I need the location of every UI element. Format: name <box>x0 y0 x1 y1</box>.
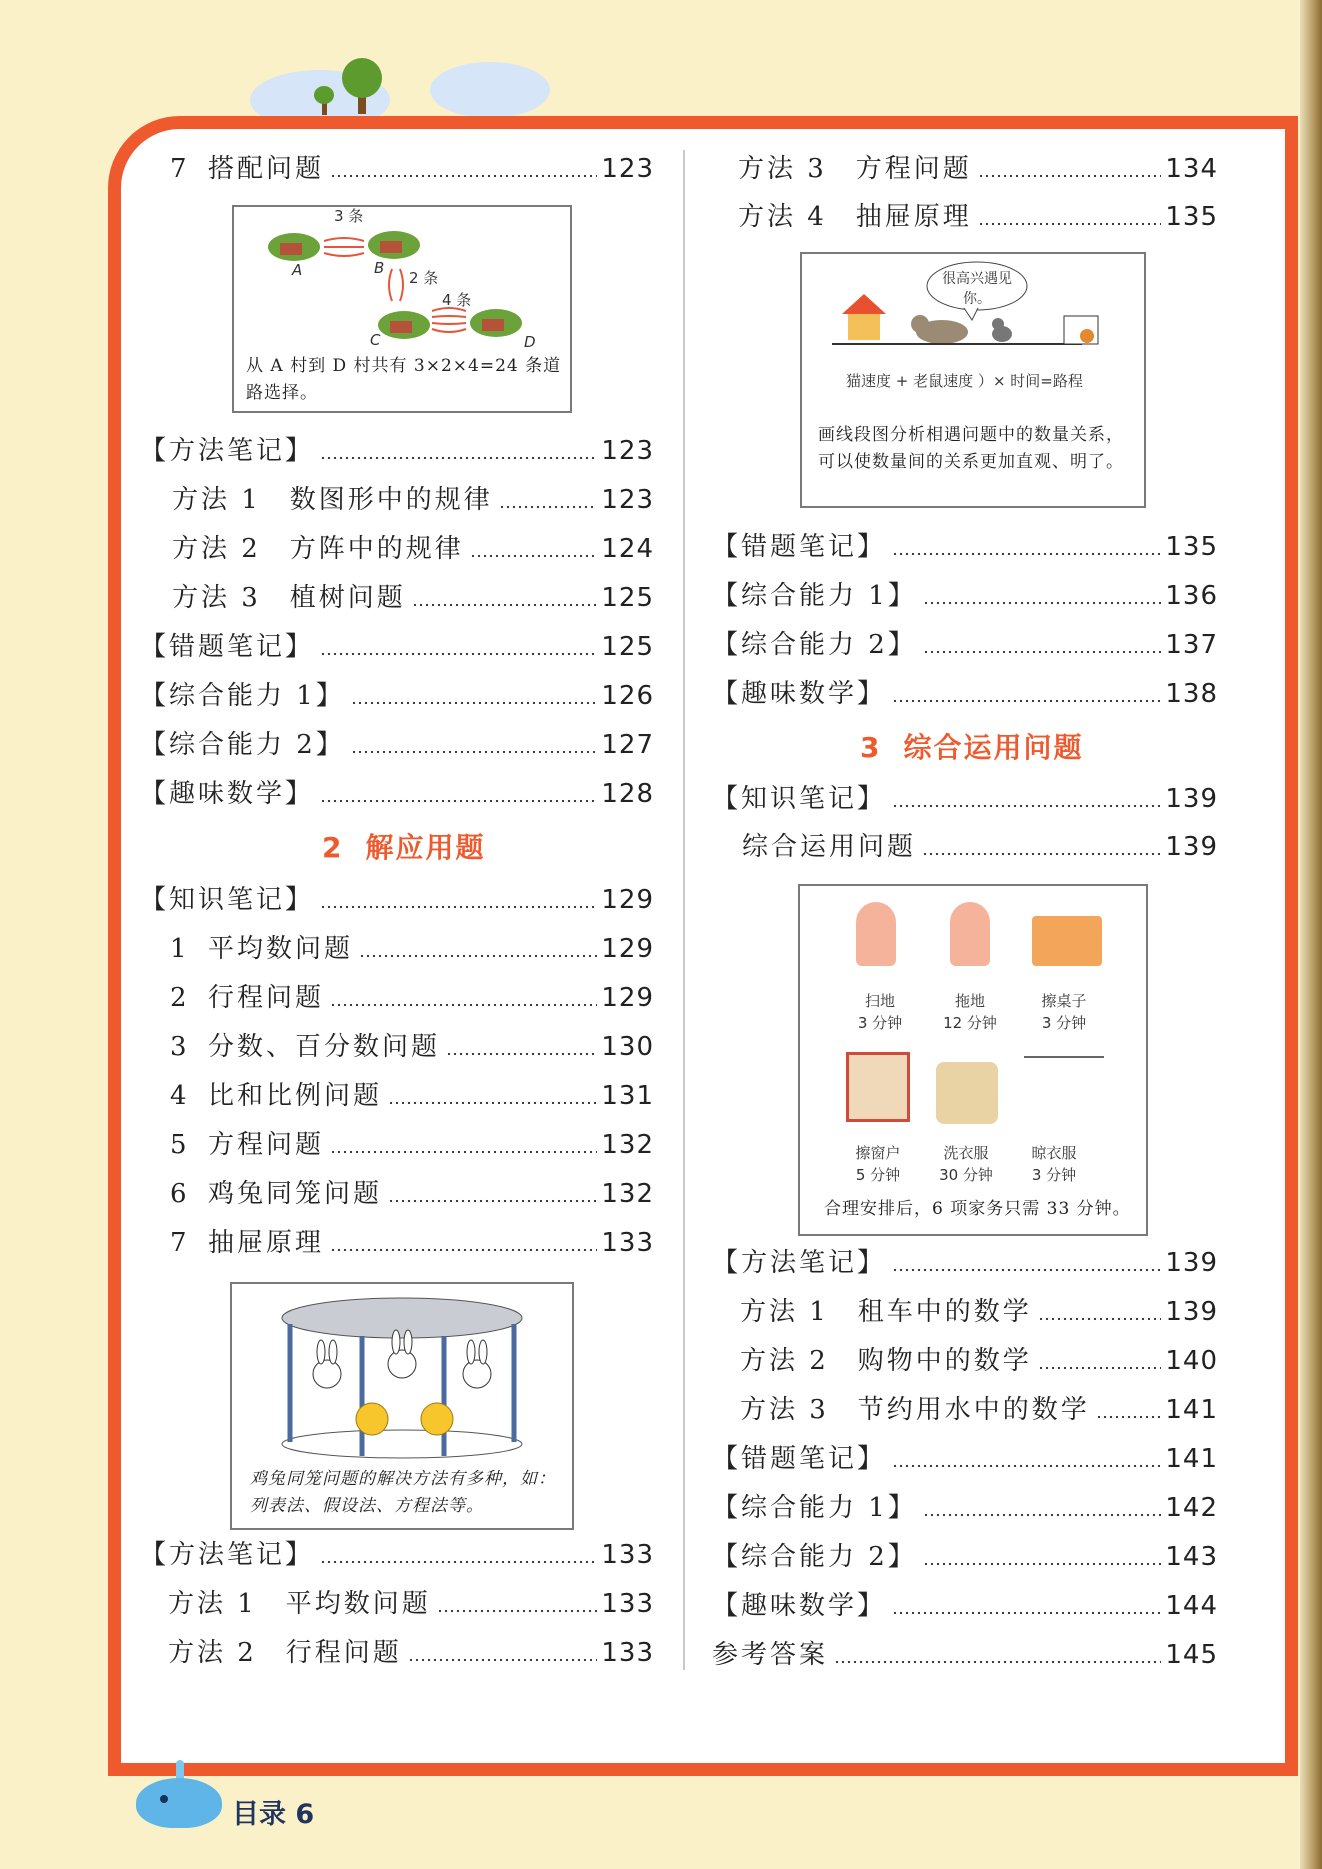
toc-entry[interactable] <box>712 1589 1218 1623</box>
route-figure <box>232 205 572 413</box>
leader-dots <box>437 1609 598 1613</box>
toc-entry[interactable] <box>740 1344 1218 1378</box>
cage-caption: 鸡兔同笼问题的解决方法有多种，如：列表法、假设法、方程法等。 <box>250 1469 556 1516</box>
toc-entry[interactable] <box>140 630 654 664</box>
rabbit-icon <box>313 1340 341 1388</box>
entry-number: 3 <box>170 1032 187 1062</box>
entry-page: 139 <box>1165 1248 1218 1278</box>
chore-sweep-icon <box>856 902 896 966</box>
entry-page: 137 <box>1165 630 1218 660</box>
toc-entry[interactable] <box>172 581 654 615</box>
entry-label: 【知识笔记】 <box>140 885 315 915</box>
leader-dots <box>446 1052 597 1056</box>
toc-entry[interactable] <box>140 434 654 468</box>
entry-page: 145 <box>1165 1640 1218 1670</box>
entry-page: 129 <box>601 934 654 964</box>
entry-label: 【综合能力 1】 <box>712 581 917 611</box>
toc-entry[interactable] <box>168 1636 654 1670</box>
entry-page: 131 <box>601 1081 654 1111</box>
entry-label: 方法 3 方程问题 <box>738 154 972 184</box>
leader-dots <box>923 601 1162 605</box>
node-c-label: C <box>370 331 381 349</box>
entry-label: 【综合能力 2】 <box>712 630 917 660</box>
toc-entry[interactable] <box>738 152 1218 186</box>
entry-page: 123 <box>601 436 654 466</box>
leader-dots <box>922 852 1161 856</box>
toc-entry[interactable] <box>740 1295 1218 1329</box>
entry-page: 124 <box>601 534 654 564</box>
section-2-title[interactable] <box>322 826 486 866</box>
route-caption: 从 A 村到 D 村共有 3×2×4=24 条道路选择。 <box>246 356 562 403</box>
toc-entry[interactable] <box>140 679 654 713</box>
leader-dots <box>470 554 598 558</box>
entry-page: 140 <box>1165 1346 1218 1376</box>
mouse-icon <box>992 318 1012 342</box>
entry-page: 133 <box>601 1638 654 1668</box>
entry-label: 参考答案 <box>712 1640 829 1670</box>
leader-dots <box>834 1660 1161 1664</box>
entry-page: 135 <box>1165 202 1218 232</box>
leader-dots <box>330 174 597 178</box>
leader-dots <box>892 699 1161 703</box>
leader-dots <box>388 1199 597 1203</box>
toc-entry[interactable] <box>140 728 654 762</box>
village-d-icon <box>470 309 522 337</box>
meeting-caption: 画线段图分析相遇问题中的数量关系，可以使数量间的关系更加直观、明了。 <box>818 425 1124 472</box>
chore-time: 5 分钟 <box>855 1166 901 1184</box>
entry-label: 【综合能力 1】 <box>140 681 345 711</box>
node-b-label: B <box>374 259 385 277</box>
entry-label: 【综合能力 2】 <box>712 1542 917 1572</box>
entry-label: 比和比例问题 <box>208 1081 383 1111</box>
entry-page: 138 <box>1165 679 1218 709</box>
entry-page: 132 <box>601 1179 654 1209</box>
toc-entry[interactable] <box>170 1030 654 1064</box>
route-count-bc: 2 条 <box>409 269 439 287</box>
formula-cat-speed: 猫速度 <box>846 372 892 390</box>
entry-label: 平均数问题 <box>208 934 354 964</box>
leader-dots <box>351 701 598 705</box>
chore-name: 擦桌子 <box>1041 992 1087 1010</box>
leader-dots <box>923 650 1162 654</box>
village-a-icon <box>268 233 320 261</box>
speech-bubble: 很高兴遇见你。 <box>942 271 1012 307</box>
chore-dry-icon <box>1024 1056 1104 1124</box>
entry-page: 129 <box>601 983 654 1013</box>
tree-decoration <box>314 86 334 104</box>
cat-icon <box>911 315 968 344</box>
chore-name: 拖地 <box>954 992 985 1010</box>
leader-dots <box>320 456 597 460</box>
entry-label: 【综合能力 2】 <box>140 730 345 760</box>
toc-entry[interactable] <box>172 532 654 566</box>
section-3-title[interactable] <box>860 726 1084 766</box>
toc-entry[interactable] <box>170 1128 654 1162</box>
entry-label: 方法 3 节约用水中的数学 <box>740 1395 1090 1425</box>
section-name: 综合运用问题 <box>903 731 1084 764</box>
toc-entry[interactable] <box>712 1246 1218 1280</box>
entry-page: 128 <box>601 779 654 809</box>
entry-label: 方法 2 方阵中的规律 <box>172 534 464 564</box>
chore-name: 扫地 <box>864 992 895 1010</box>
leader-dots <box>330 1003 597 1007</box>
toc-entry[interactable] <box>170 1226 654 1260</box>
entry-page: 141 <box>1165 1395 1218 1425</box>
chore-name: 洗衣服 <box>943 1144 989 1162</box>
entry-label: 【错题笔记】 <box>712 1444 887 1474</box>
leader-dots <box>499 505 598 509</box>
house-icon <box>842 294 886 340</box>
chore-window-icon <box>846 1052 910 1122</box>
entry-page: 133 <box>601 1589 654 1619</box>
entry-page: 133 <box>601 1228 654 1258</box>
meeting-figure <box>800 252 1146 508</box>
toc-entry[interactable] <box>712 1638 1218 1672</box>
chore-washer-icon <box>936 1062 998 1124</box>
leader-dots <box>320 799 597 803</box>
toc-entry[interactable] <box>712 579 1218 613</box>
entry-page: 129 <box>601 885 654 915</box>
leader-dots <box>892 1611 1161 1615</box>
leader-dots <box>1096 1415 1162 1419</box>
entry-page: 133 <box>601 1540 654 1570</box>
leader-dots <box>923 1562 1162 1566</box>
toc-entry[interactable] <box>712 530 1218 564</box>
toc-entry[interactable] <box>170 1177 654 1211</box>
toc-entry[interactable] <box>742 830 1218 864</box>
toc-entry[interactable] <box>140 1538 654 1572</box>
entry-label: 行程问题 <box>208 983 325 1013</box>
entry-page: 143 <box>1165 1542 1218 1572</box>
node-d-label: D <box>524 333 536 351</box>
toc-entry[interactable] <box>738 200 1218 234</box>
leader-dots <box>892 552 1161 556</box>
entry-page: 136 <box>1165 581 1218 611</box>
route-count-ab: 3 条 <box>334 207 364 225</box>
toc-entry[interactable] <box>170 932 654 966</box>
entry-number: 7 <box>170 154 187 184</box>
entry-label: 抽屉原理 <box>208 1228 325 1258</box>
leader-dots <box>892 1464 1161 1468</box>
toc-entry[interactable] <box>712 1491 1218 1525</box>
entry-page: 125 <box>601 632 654 662</box>
leader-dots <box>412 603 598 607</box>
mouse-hole-icon <box>1064 316 1098 344</box>
entry-label: 方法 1 数图形中的规律 <box>172 485 493 515</box>
chore-time: 12 分钟 <box>943 1014 997 1032</box>
leader-dots <box>320 905 597 909</box>
whale-eye-icon <box>160 1795 168 1803</box>
cage-figure <box>230 1282 574 1530</box>
toc-entry[interactable] <box>140 777 654 811</box>
leader-dots <box>1038 1366 1162 1370</box>
toc-entry[interactable] <box>172 483 654 517</box>
entry-label: 方程问题 <box>208 1130 325 1160</box>
chore-mop-icon <box>950 902 990 966</box>
entry-number: 4 <box>170 1081 187 1111</box>
entry-label: 方法 1 平均数问题 <box>168 1589 431 1619</box>
entry-label: 【错题笔记】 <box>140 632 315 662</box>
entry-label: 【趣味数学】 <box>712 1591 887 1621</box>
chore-time: 3 分钟 <box>1041 1014 1087 1032</box>
toc-entry[interactable] <box>168 1587 654 1621</box>
page-footer-label: 目录 6 <box>232 1799 315 1830</box>
entry-number: 2 <box>170 983 187 1013</box>
cage-illustration <box>232 1284 572 1464</box>
entry-label: 方法 2 行程问题 <box>168 1638 402 1668</box>
entry-page: 127 <box>601 730 654 760</box>
entry-page: 144 <box>1165 1591 1218 1621</box>
toc-entry[interactable] <box>712 1540 1218 1574</box>
entry-page: 139 <box>1165 1297 1218 1327</box>
toc-entry[interactable] <box>712 677 1218 711</box>
leader-dots <box>978 222 1162 226</box>
chore-table-icon <box>1032 916 1102 966</box>
leader-dots <box>330 1150 597 1154</box>
chore-time: 30 分钟 <box>939 1166 993 1184</box>
entry-number: 1 <box>170 934 187 964</box>
cloud-decoration <box>430 62 550 118</box>
entry-label: 搭配问题 <box>208 154 325 184</box>
whale-icon <box>136 1778 222 1828</box>
formula-mouse-speed: 老鼠速度 <box>913 372 974 390</box>
toc-entry[interactable] <box>170 152 654 186</box>
entry-page: 125 <box>601 583 654 613</box>
leader-dots <box>978 174 1162 178</box>
entry-label: 【方法笔记】 <box>712 1248 887 1278</box>
entry-page: 123 <box>601 154 654 184</box>
entry-page: 126 <box>601 681 654 711</box>
leader-dots <box>892 804 1161 808</box>
chore-name: 晾衣服 <box>1031 1144 1077 1162</box>
entry-page: 130 <box>601 1032 654 1062</box>
entry-page: 141 <box>1165 1444 1218 1474</box>
page-edge <box>1300 0 1322 1869</box>
section-number: 2 <box>322 831 344 864</box>
entry-page: 142 <box>1165 1493 1218 1523</box>
chore-time: 3 分钟 <box>1031 1166 1077 1184</box>
entry-label: 【趣味数学】 <box>140 779 315 809</box>
entry-label: 分数、百分数问题 <box>208 1032 441 1062</box>
entry-page: 135 <box>1165 532 1218 562</box>
leader-dots <box>359 954 597 958</box>
chore-name: 擦窗户 <box>855 1144 901 1162</box>
entry-label: 方法 4 抽屉原理 <box>738 202 972 232</box>
chores-caption: 合理安排后，6 项家务只需 33 分钟。 <box>824 1199 1131 1219</box>
route-count-cd: 4 条 <box>442 291 472 309</box>
leader-dots <box>330 1248 597 1252</box>
entry-label: 【趣味数学】 <box>712 679 887 709</box>
chore-time: 3 分钟 <box>857 1014 903 1032</box>
entry-page: 123 <box>601 485 654 515</box>
node-a-label: A <box>292 261 303 279</box>
entry-label: 【知识笔记】 <box>712 784 887 814</box>
leader-dots <box>351 750 598 754</box>
leader-dots <box>320 652 597 656</box>
entry-label: 综合运用问题 <box>742 832 917 862</box>
toc-entry[interactable] <box>140 883 654 917</box>
entry-label: 方法 1 租车中的数学 <box>740 1297 1032 1327</box>
formula-rest: ）× 时间=路程 <box>977 372 1083 390</box>
section-name: 解应用题 <box>365 831 486 864</box>
village-b-icon <box>368 231 420 259</box>
entry-page: 139 <box>1165 832 1218 862</box>
formula: 猫速度 + 老鼠速度 ）× 时间=路程 <box>846 372 1083 390</box>
entry-page: 132 <box>601 1130 654 1160</box>
entry-label: 方法 3 植树问题 <box>172 583 406 613</box>
entry-label: 【方法笔记】 <box>140 436 315 466</box>
rabbit-icon <box>463 1340 491 1388</box>
toc-entry[interactable] <box>712 782 1218 816</box>
leader-dots <box>1038 1317 1162 1321</box>
toc-entry[interactable] <box>170 981 654 1015</box>
village-c-icon <box>378 311 430 339</box>
entry-number: 6 <box>170 1179 187 1209</box>
entry-label: 鸡兔同笼问题 <box>208 1179 383 1209</box>
toc-entry[interactable] <box>740 1393 1218 1427</box>
leader-dots <box>923 1513 1162 1517</box>
entry-page: 134 <box>1165 154 1218 184</box>
chores-figure <box>798 884 1148 1236</box>
leader-dots <box>408 1658 598 1662</box>
entry-label: 【综合能力 1】 <box>712 1493 917 1523</box>
entry-page: 139 <box>1165 784 1218 814</box>
toc-entry[interactable] <box>712 628 1218 662</box>
section-number: 3 <box>860 731 882 764</box>
column-divider <box>683 150 685 1670</box>
leader-dots <box>388 1101 597 1105</box>
entry-number: 5 <box>170 1130 187 1160</box>
toc-entry[interactable] <box>170 1079 654 1113</box>
entry-label: 【方法笔记】 <box>140 1540 315 1570</box>
toc-entry[interactable] <box>712 1442 1218 1476</box>
entry-label: 【错题笔记】 <box>712 532 887 562</box>
entry-label: 方法 2 购物中的数学 <box>740 1346 1032 1376</box>
leader-dots <box>892 1268 1161 1272</box>
route-illustration <box>234 207 570 357</box>
entry-number: 7 <box>170 1228 187 1258</box>
tree-decoration <box>342 58 382 98</box>
leader-dots <box>320 1560 597 1564</box>
